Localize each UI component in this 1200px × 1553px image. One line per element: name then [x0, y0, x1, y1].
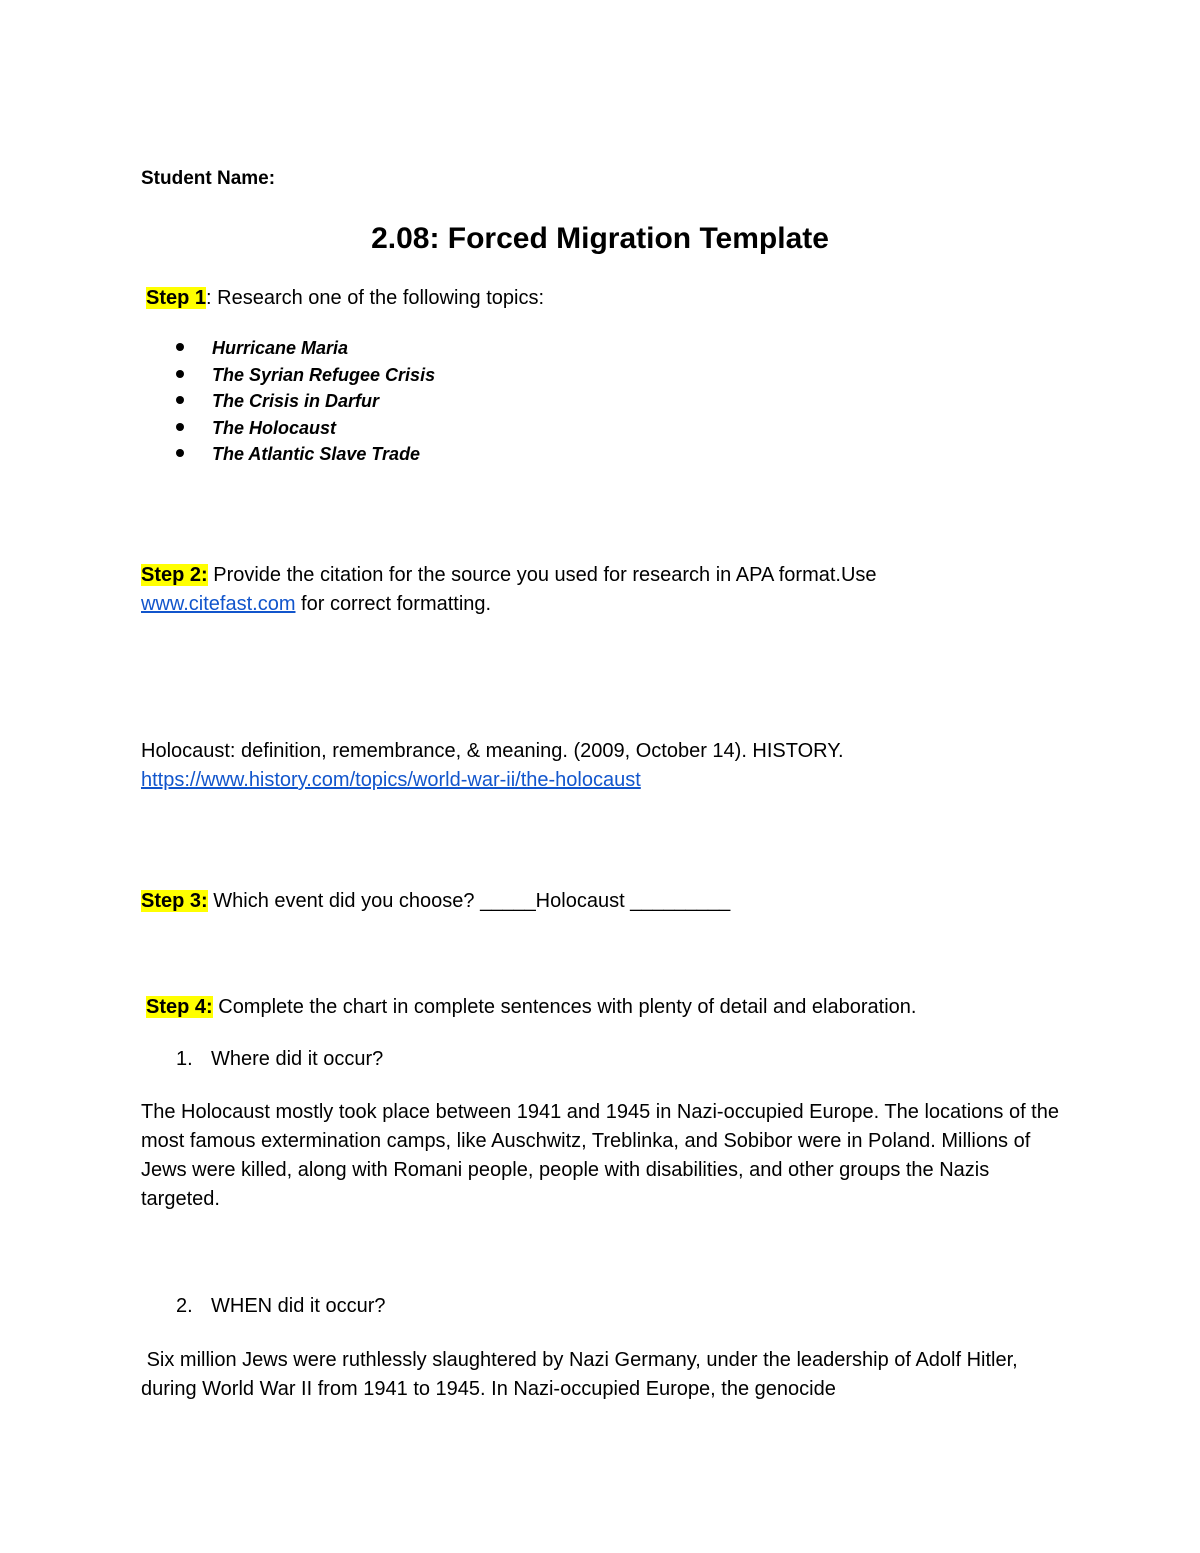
step3-line [141, 887, 730, 916]
page-title: 2.08: Forced Migration Template [371, 222, 829, 255]
citation-link[interactable]: https://www.history.com/topics/world-war-ii/the-holocaust [141, 769, 641, 791]
step4-text: Complete the chart in complete sentences with plenty of detail and elaboration. [212, 996, 917, 1018]
step3-label: Step 3: [141, 890, 208, 912]
bullet-icon [176, 343, 184, 351]
answer-2: Six million Jews were ruthlessly slaughtered by Nazi Germany, under the leadership of Adolf Hitler, during World War II from 1941 to 1945. In Nazi-occupied Europe, the genocide [141, 1349, 1024, 1400]
question-2: WHEN did it occur? [211, 1295, 386, 1317]
question-1-number: 1. [176, 1048, 193, 1070]
question-2-number: 2. [176, 1295, 193, 1317]
step4-line [146, 993, 916, 1022]
step2-line2 [141, 590, 491, 619]
step1-text: : Research one of the following topics: [206, 287, 544, 309]
step3-text: Which event did you choose? _____Holocaust _________ [207, 890, 731, 912]
bullet-icon [176, 396, 184, 404]
citation-link-row [141, 766, 641, 795]
question-1: Where did it occur? [211, 1048, 384, 1070]
bullet-icon [176, 423, 184, 431]
bullet-icon [176, 449, 184, 457]
student-name-label: Student Name: [141, 168, 276, 189]
bullet-icon [176, 370, 184, 378]
step2-label: Step 2: [141, 564, 208, 586]
step2-line [141, 561, 877, 590]
citefast-link[interactable]: www.citefast.com [141, 593, 296, 615]
citation-text: Holocaust: definition, remembrance, & meaning. (2009, October 14). HISTORY. [141, 740, 844, 762]
step4-label: Step 4: [146, 996, 213, 1018]
step2-text-after: for correct formatting. [295, 593, 492, 615]
step1-line [146, 284, 544, 313]
step2-text: Provide the citation for the source you used for research in APA format.Use [207, 564, 877, 586]
answer-1: The Holocaust mostly took place between 1941 and 1945 in Nazi-occupied Europe. The locations of the most famous extermination camps, like Auschwitz, Treblinka, and Sobibor were in Poland. Millions of Jews were killed, along with Romani people, people with disabilities, and other groups the Nazis targeted. [141, 1101, 1059, 1210]
step1-label: Step 1 [146, 287, 207, 309]
